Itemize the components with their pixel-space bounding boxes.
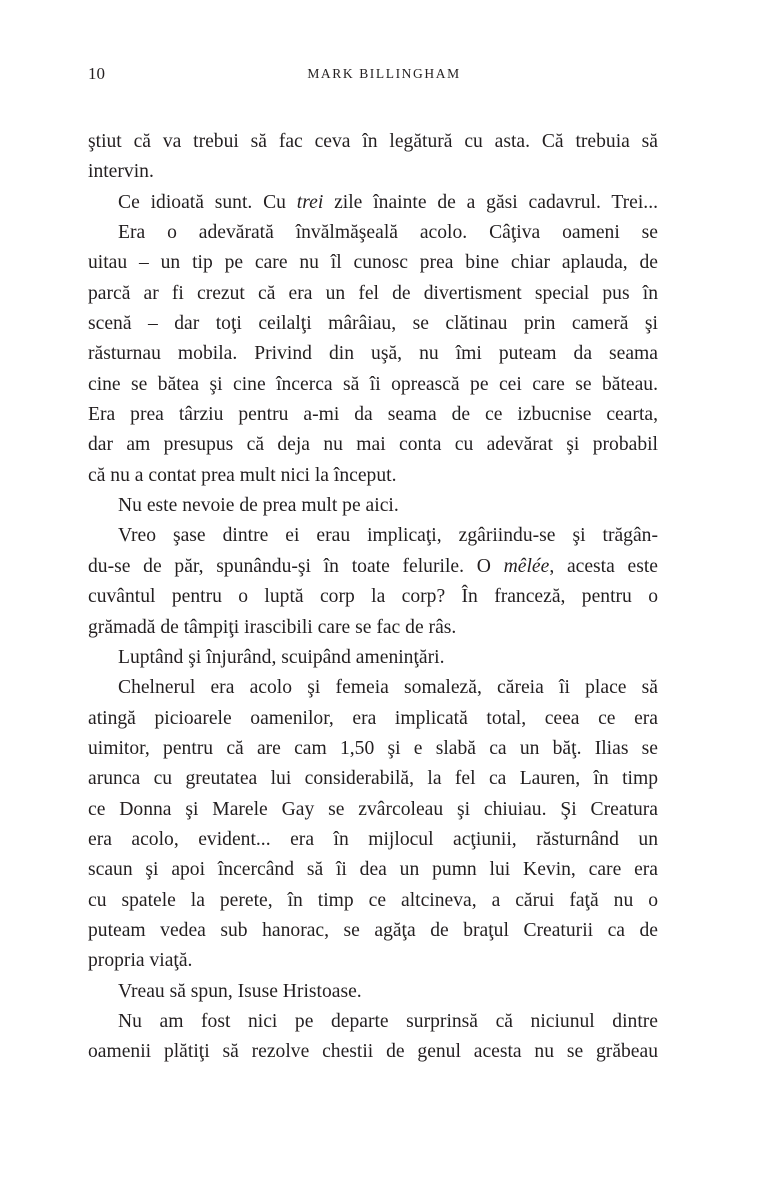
text-segment: grămadă de tâmpiţi irascibili care se fac de râs. [88,616,457,638]
text-line [88,1007,658,1037]
text-segment: intervin. [88,161,154,183]
text-segment: era acolo, evident... era în mijlocul acţiunii, răsturnând un [88,828,658,850]
text-segment: uitau – un tip pe care nu îl cunosc prea bine chiar aplauda, de [88,252,658,274]
text-line [88,370,658,400]
text-segment: oamenii plătiţi să rezolve chestii de genul acesta nu se grăbeau [88,1041,658,1063]
text-segment: Era o adevărată învălmăşeală acolo. Câţiva oameni se [118,222,658,244]
text-line [88,643,658,673]
text-segment: scaun şi apoi încercând să îi dea un pumn lui Kevin, care era [88,859,658,881]
text-line [88,157,658,187]
text-segment: ştiut că va trebui să fac ceva în legătură cu asta. Că trebuia să [88,131,658,152]
text-line [88,704,658,734]
text-segment: propria viaţă. [88,950,193,972]
text-segment: scenă – dar toţi ceilalţi mârâiau, se clătinau prin cameră şi [88,313,658,335]
italic-text: mêlée [503,555,550,577]
text-segment: Vreo şase dintre ei erau implicaţi, zgâriindu-se şi trăgân- [118,525,658,547]
text-segment: cine se bătea şi cine încerca să îi oprească pe cei care se băteau. [88,373,658,395]
text-line [88,430,658,460]
text-segment: du-se de păr, spunându-şi în toate felurile. O [88,555,504,577]
text-line [88,795,658,825]
text-line [88,188,658,218]
text-line [88,946,658,976]
text-segment: cu spatele la perete, în timp ce altcineva, a cărui faţă nu o [88,889,658,911]
text-segment: Luptând şi înjurând, scuipând ameninţări. [118,646,445,668]
text-line [88,977,658,1007]
text-line [88,1037,658,1067]
text-line [88,734,658,764]
text-line [88,491,658,521]
text-line [88,855,658,885]
text-segment: Era prea târziu pentru a-mi da seama de ce izbucnise cearta, [88,404,658,426]
text-segment: , acesta este [549,555,659,577]
text-segment: răsturnau mobila. Privind din uşă, nu îmi puteam da seama [88,343,658,365]
page-number: 10 [88,64,105,83]
text-segment: cuvântul pentru o luptă corp la corp? În franceză, pentru o [88,586,658,608]
text-line [88,613,658,643]
text-segment: arunca cu greutatea lui considerabilă, la fel ca Lauren, în timp [88,768,658,790]
text-line [88,127,658,157]
text-segment: Chelnerul era acolo şi femeia somaleză, căreia îi place să [118,677,658,699]
text-segment: uimitor, pentru că are cam 1,50 şi e slabă ca un băţ. Ilias se [88,737,658,759]
text-segment: Nu este nevoie de prea mult pe aici. [118,495,399,517]
body-text [88,127,658,1068]
text-segment: ce Donna şi Marele Gay se zvârcoleau şi chiuiau. Şi Creatura [88,798,658,820]
text-line [88,309,658,339]
italic-text: trei [296,191,324,213]
text-line [88,339,658,369]
text-line [88,279,658,309]
running-head: MARK BILLINGHAM [307,66,461,81]
text-segment: parcă ar fi crezut că era un fel de divertisment special pus în [88,282,658,304]
text-line [88,916,658,946]
text-line [88,764,658,794]
text-segment: Vreau să spun, Isuse Hristoase. [118,980,362,1002]
text-segment: Ce idioată sunt. Cu [118,191,297,213]
text-segment: puteam vedea sub hanorac, se agăţa de braţul Creaturii ca de [88,919,658,941]
text-segment: zile înainte de a găsi cadavrul. Trei... [323,191,658,213]
text-segment: dar am presupus că deja nu mai conta cu adevărat şi probabil [88,434,658,456]
text-line [88,886,658,916]
text-line [88,552,658,582]
text-line [88,248,658,278]
text-line [88,521,658,551]
text-line [88,673,658,703]
text-segment: Nu am fost nici pe departe surprinsă că niciunul dintre [118,1010,658,1032]
text-segment: că nu a contat prea mult nici la început. [88,464,397,486]
text-line [88,218,658,248]
text-line [88,461,658,491]
text-segment: atingă picioarele oamenilor, era implicată total, ceea ce era [88,707,658,729]
text-line [88,825,658,855]
text-line [88,400,658,430]
text-line [88,582,658,612]
